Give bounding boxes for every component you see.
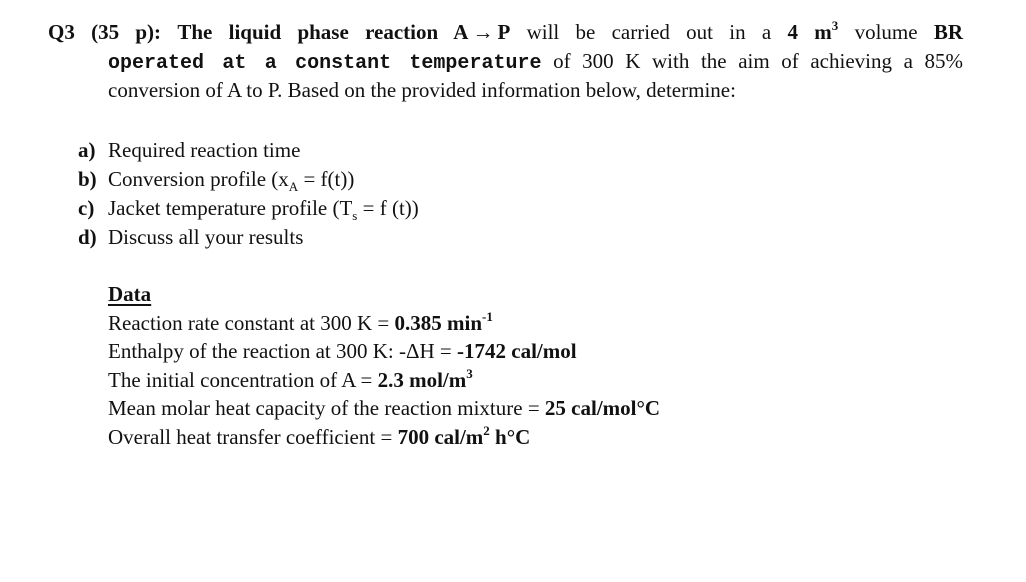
data-value: -1742 cal/mol	[457, 339, 577, 364]
data-row-heat-transfer	[108, 423, 660, 452]
reactor-type: BR	[933, 20, 964, 44]
data-label: The initial concentration of A =	[108, 367, 378, 392]
data-title: Data	[108, 282, 152, 306]
data-label: Reaction rate constant at 300 K =	[108, 310, 395, 335]
volume-text: volume	[854, 20, 918, 44]
question-instruction: conversion of A to P. Based on the provided information below, determine:	[108, 78, 736, 102]
question-line-1	[48, 18, 963, 47]
part-b	[78, 165, 419, 194]
part-text: Jacket temperature profile ($T_s = f$ (t))	[108, 196, 419, 224]
question-number: Q3 (35 p):	[48, 20, 162, 44]
part-c	[78, 194, 419, 223]
data-row-rate-constant	[108, 309, 660, 338]
data-value: 700 cal/$m^2$ h°C	[397, 422, 531, 449]
volume-value: 4 $m^3$	[787, 18, 839, 44]
data-value: 25 cal/mol°C	[544, 396, 661, 421]
product-label: P	[497, 20, 511, 44]
data-row-heat-capacity	[108, 394, 660, 423]
data-row-initial-concentration	[108, 366, 660, 395]
part-letter: a)	[78, 138, 96, 162]
question-line-2	[48, 47, 963, 76]
data-label: Mean molar heat capacity of the reaction mixture =	[108, 396, 545, 421]
reactor-text: will be carried out in a	[526, 20, 772, 44]
arrow-icon: →	[472, 20, 494, 44]
operation-mode: operated at a constant temperature	[108, 52, 542, 75]
part-d	[78, 223, 419, 252]
data-value: 0.385 $\min^{-1}$	[394, 308, 493, 335]
data-title-row	[108, 280, 660, 309]
data-label: Overall heat transfer coefficient =	[108, 424, 398, 449]
part-a	[78, 136, 419, 165]
part-letter: c)	[78, 196, 95, 220]
data-label: Enthalpy of the reaction at 300 K: -ΔH =	[108, 339, 458, 364]
question-block	[48, 18, 963, 105]
data-value: 2.3 mol/$m^3$	[377, 365, 473, 392]
data-section	[108, 280, 660, 452]
operation-details: of 300 K with the aim of achieving a 85%	[553, 49, 964, 73]
part-letter: d)	[78, 225, 97, 249]
reaction-description: The liquid phase reaction A	[177, 20, 469, 44]
part-text: Conversion profile $(x_A = f(t))$	[108, 167, 355, 195]
question-line-3	[48, 76, 963, 105]
question-parts-list	[78, 136, 419, 252]
data-row-enthalpy	[108, 337, 660, 366]
part-text: Discuss all your results	[108, 225, 304, 249]
part-text: Required reaction time	[108, 138, 301, 162]
part-letter: b)	[78, 167, 97, 191]
